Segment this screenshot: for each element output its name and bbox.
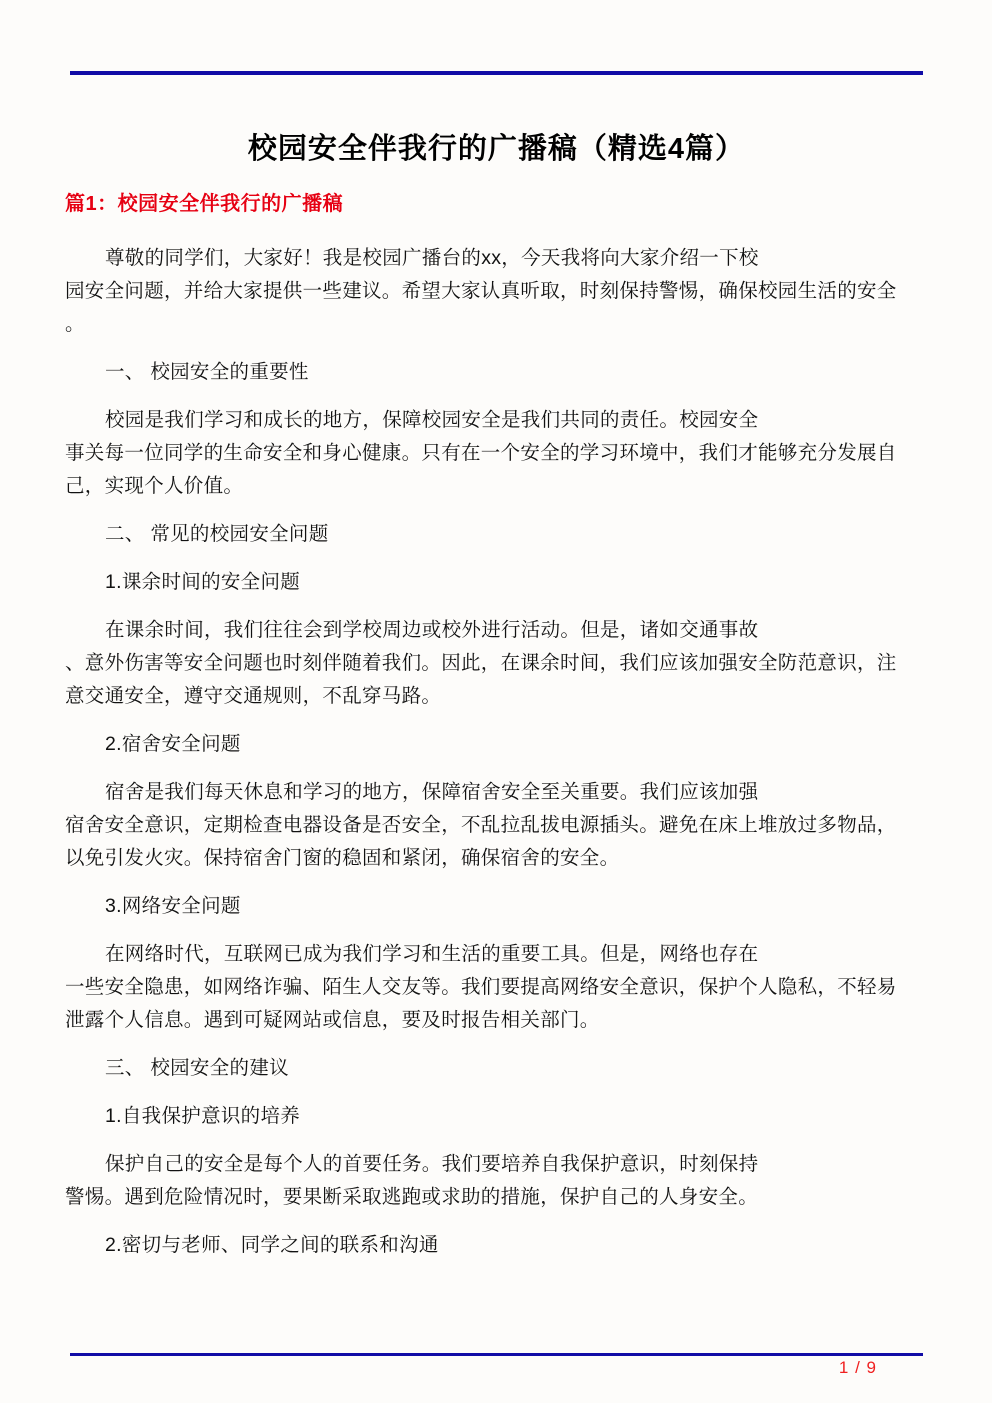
paragraph-line: 泄露个人信息。遇到可疑网站或信息，要及时报告相关部门。: [65, 1009, 600, 1031]
subheading-self-protection: [65, 1100, 925, 1133]
paragraph-self-protection: [65, 1148, 925, 1214]
paragraph-line: 。: [65, 313, 85, 335]
subheading-line: 1.课余时间的安全问题: [105, 571, 301, 593]
heading-importance: [65, 356, 925, 389]
footer-divider-rule: [70, 1353, 923, 1356]
subheading-free-time: [65, 566, 925, 599]
subheading-network: [65, 890, 925, 923]
paragraph-line: 在网络时代，互联网已成为我们学习和生活的重要工具。但是，网络也存在: [105, 943, 759, 965]
paragraph-line: 意交通安全，遵守交通规则，不乱穿马路。: [65, 685, 442, 707]
paragraph-line: 保护自己的安全是每个人的首要任务。我们要培养自我保护意识，时刻保持: [105, 1153, 759, 1175]
paragraph-line: 、意外伤害等安全问题也时刻伴随着我们。因此，在课余时间，我们应该加强安全防范意识，注: [65, 652, 897, 674]
heading-suggestions: [65, 1052, 925, 1085]
section-1-heading: 篇1：校园安全伴我行的广播稿: [65, 193, 344, 215]
document-title: 校园安全伴我行的广播稿（精选4篇）: [247, 133, 746, 165]
subheading-line: 2.宿舍安全问题: [105, 733, 241, 755]
heading-line: 三、 校园安全的建议: [105, 1057, 289, 1079]
paragraph-line: 一些安全隐患，如网络诈骗、陌生人交友等。我们要提高网络安全意识，保护个人隐私，不轻易: [65, 976, 897, 998]
paragraph-line: 事关每一位同学的生命安全和身心健康。只有在一个安全的学习环境中，我们才能够充分发展自: [65, 442, 897, 464]
paragraph-line: 在课余时间，我们往往会到学校周边或校外进行活动。但是，诸如交通事故: [105, 619, 759, 641]
subheading-dormitory: [65, 728, 925, 761]
paragraph-free-time: [65, 614, 925, 713]
top-divider-rule: [70, 71, 923, 75]
paragraph-network: [65, 938, 925, 1037]
page-number: 1 / 9: [838, 1358, 877, 1377]
paragraph-line: 以免引发火灾。保持宿舍门窗的稳固和紧闭，确保宿舍的安全。: [65, 847, 620, 869]
paragraph-dormitory: [65, 776, 925, 875]
heading-line: 二、 常见的校园安全问题: [105, 523, 329, 545]
subheading-communication: [65, 1229, 925, 1262]
subheading-line: 1.自我保护意识的培养: [105, 1105, 301, 1127]
heading-line: 一、 校园安全的重要性: [105, 361, 309, 383]
paragraph-intro: [65, 242, 925, 341]
paragraph-importance: [65, 404, 925, 503]
paragraph-line: 警惕。遇到危险情况时，要果断采取逃跑或求助的措施，保护自己的人身安全。: [65, 1186, 759, 1208]
paragraph-line: 校园是我们学习和成长的地方，保障校园安全是我们共同的责任。校园安全: [105, 409, 759, 431]
paragraph-line: 宿舍是我们每天休息和学习的地方，保障宿舍安全至关重要。我们应该加强: [105, 781, 759, 803]
document-body: [65, 192, 925, 1277]
paragraph-line: 己，实现个人价值。: [65, 475, 244, 497]
subheading-line: 2.密切与老师、同学之间的联系和沟通: [105, 1234, 439, 1256]
subheading-line: 3.网络安全问题: [105, 895, 241, 917]
paragraph-line: 尊敬的同学们，大家好！我是校园广播台的xx，今天我将向大家介绍一下校: [105, 247, 759, 269]
paragraph-line: 宿舍安全意识，定期检查电器设备是否安全，不乱拉乱拔电源插头。避免在床上堆放过多物品，: [65, 814, 897, 836]
paragraph-line: 园安全问题，并给大家提供一些建议。希望大家认真听取，时刻保持警惕，确保校园生活的安全: [65, 280, 897, 302]
heading-common-issues: [65, 518, 925, 551]
